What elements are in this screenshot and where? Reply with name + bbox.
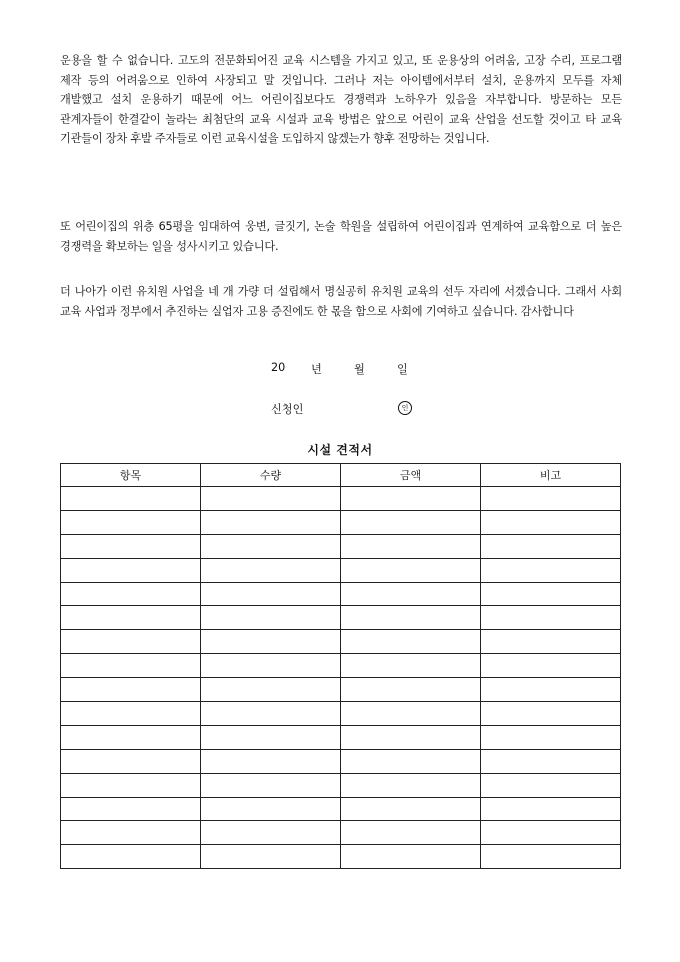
table-cell bbox=[481, 510, 621, 534]
date-year-prefix: 20 bbox=[271, 361, 286, 374]
table-cell bbox=[61, 702, 201, 726]
table-cell bbox=[201, 510, 341, 534]
table-cell bbox=[201, 558, 341, 582]
table-row bbox=[61, 606, 621, 630]
table-cell bbox=[61, 534, 201, 558]
table-cell bbox=[341, 749, 481, 773]
paragraph-text: 운용을 할 수 없습니다. 고도의 전문화되어진 교육 시스템을 가지고 있고, 또 운용상의 어려움, 고장 수리, 프로그램 제작 등의 어려움으로 인하여 사장되고 말 것입니다. 그러나 저는 아이템에서부터 설치, 운용까지 모두를 자체 개발했고 설치 운용하기 때문에 어느 어린이집보다도 경쟁력과 노하우가 있음을 자부합니다. 방문하는 모든 관계자들이 한결같이 놀라는 최첨단의 교육 시설과 교육 방법은 앞으로 어린이 교육 산업을 선도할 것이고 타 교육 기관들이 장차 후발 주자들로 이런 교육시설을 도입하지 않겠는가 향후 전망하는 것입니다. bbox=[60, 54, 622, 146]
table-cell bbox=[481, 654, 621, 678]
table-row bbox=[61, 487, 621, 511]
date-line bbox=[0, 361, 680, 379]
table-cell bbox=[61, 678, 201, 702]
table-cell bbox=[201, 773, 341, 797]
table-cell bbox=[341, 534, 481, 558]
table-cell bbox=[201, 845, 341, 869]
estimate-header-row bbox=[61, 464, 621, 487]
table-row bbox=[61, 558, 621, 582]
applicant-label: 신청인 bbox=[271, 403, 304, 416]
table-cell bbox=[341, 558, 481, 582]
table-row bbox=[61, 678, 621, 702]
table-cell bbox=[341, 606, 481, 630]
estimate-title: 시설 견적서 bbox=[307, 443, 373, 457]
header-amount: 금액 bbox=[341, 464, 481, 487]
table-cell bbox=[481, 702, 621, 726]
table-cell bbox=[61, 558, 201, 582]
table-cell bbox=[481, 845, 621, 869]
table-row bbox=[61, 749, 621, 773]
table-cell bbox=[201, 821, 341, 845]
table-row bbox=[61, 630, 621, 654]
table-cell bbox=[341, 773, 481, 797]
table-cell bbox=[341, 797, 481, 821]
date-day-label: 일 bbox=[397, 363, 408, 376]
table-cell bbox=[201, 582, 341, 606]
paragraph-closing bbox=[60, 282, 622, 321]
table-cell bbox=[341, 654, 481, 678]
table-cell bbox=[481, 558, 621, 582]
header-remarks: 비고 bbox=[481, 464, 621, 487]
table-cell bbox=[481, 630, 621, 654]
table-cell bbox=[61, 654, 201, 678]
table-cell bbox=[481, 773, 621, 797]
table-cell bbox=[61, 630, 201, 654]
table-cell bbox=[201, 797, 341, 821]
table-cell bbox=[61, 510, 201, 534]
table-cell bbox=[341, 487, 481, 511]
table-cell bbox=[341, 845, 481, 869]
table-row bbox=[61, 845, 621, 869]
paragraph-text: 또 어린이집의 위층 65평을 임대하여 웅변, 글짓기, 논술 학원을 설립하여 어린이집과 연계하여 교육함으로 더 높은 경쟁력을 확보하는 일을 성사시키고 있습니다. bbox=[60, 220, 622, 253]
estimate-table bbox=[60, 463, 621, 869]
table-cell bbox=[481, 725, 621, 749]
date-month-label: 월 bbox=[354, 363, 365, 376]
paragraph-business-plan bbox=[60, 51, 622, 149]
table-cell bbox=[481, 678, 621, 702]
table-cell bbox=[61, 797, 201, 821]
table-cell bbox=[341, 725, 481, 749]
table-cell bbox=[61, 773, 201, 797]
table-cell bbox=[341, 582, 481, 606]
table-cell bbox=[61, 821, 201, 845]
table-cell bbox=[341, 821, 481, 845]
estimate-body bbox=[61, 487, 621, 869]
table-row bbox=[61, 510, 621, 534]
table-row bbox=[61, 821, 621, 845]
table-cell bbox=[341, 630, 481, 654]
table-cell bbox=[201, 630, 341, 654]
date-year-label: 년 bbox=[311, 363, 322, 376]
table-cell bbox=[201, 678, 341, 702]
table-cell bbox=[61, 487, 201, 511]
paragraph-expansion bbox=[60, 217, 622, 256]
table-cell bbox=[341, 510, 481, 534]
signature-line bbox=[0, 401, 680, 419]
table-cell bbox=[201, 487, 341, 511]
table-row bbox=[61, 534, 621, 558]
table-cell bbox=[201, 654, 341, 678]
table-row bbox=[61, 654, 621, 678]
table-cell bbox=[481, 797, 621, 821]
table-cell bbox=[201, 534, 341, 558]
table-cell bbox=[341, 678, 481, 702]
table-row bbox=[61, 773, 621, 797]
table-cell bbox=[481, 749, 621, 773]
table-cell bbox=[61, 582, 201, 606]
seal-mark: 인 bbox=[398, 401, 412, 415]
table-cell bbox=[61, 606, 201, 630]
table-row bbox=[61, 725, 621, 749]
table-cell bbox=[61, 725, 201, 749]
table-cell bbox=[341, 702, 481, 726]
header-item: 항목 bbox=[61, 464, 201, 487]
table-cell bbox=[61, 749, 201, 773]
table-cell bbox=[481, 606, 621, 630]
table-cell bbox=[201, 702, 341, 726]
header-quantity: 수량 bbox=[201, 464, 341, 487]
table-cell bbox=[201, 606, 341, 630]
table-cell bbox=[481, 487, 621, 511]
table-row bbox=[61, 702, 621, 726]
table-row bbox=[61, 797, 621, 821]
table-cell bbox=[201, 725, 341, 749]
table-cell bbox=[201, 749, 341, 773]
table-row bbox=[61, 582, 621, 606]
table-cell bbox=[61, 845, 201, 869]
table-cell bbox=[481, 821, 621, 845]
table-cell bbox=[481, 582, 621, 606]
paragraph-text: 더 나아가 이런 유치원 사업을 네 개 가량 더 설립해서 명실공히 유치원 교육의 선두 자리에 서겠습니다. 그래서 사회 교육 사업과 정부에서 추진하는 실업자 고용 증진에도 한 몫을 함으로 사회에 기여하고 싶습니다. 감사합니다 bbox=[60, 285, 622, 318]
table-cell bbox=[481, 534, 621, 558]
